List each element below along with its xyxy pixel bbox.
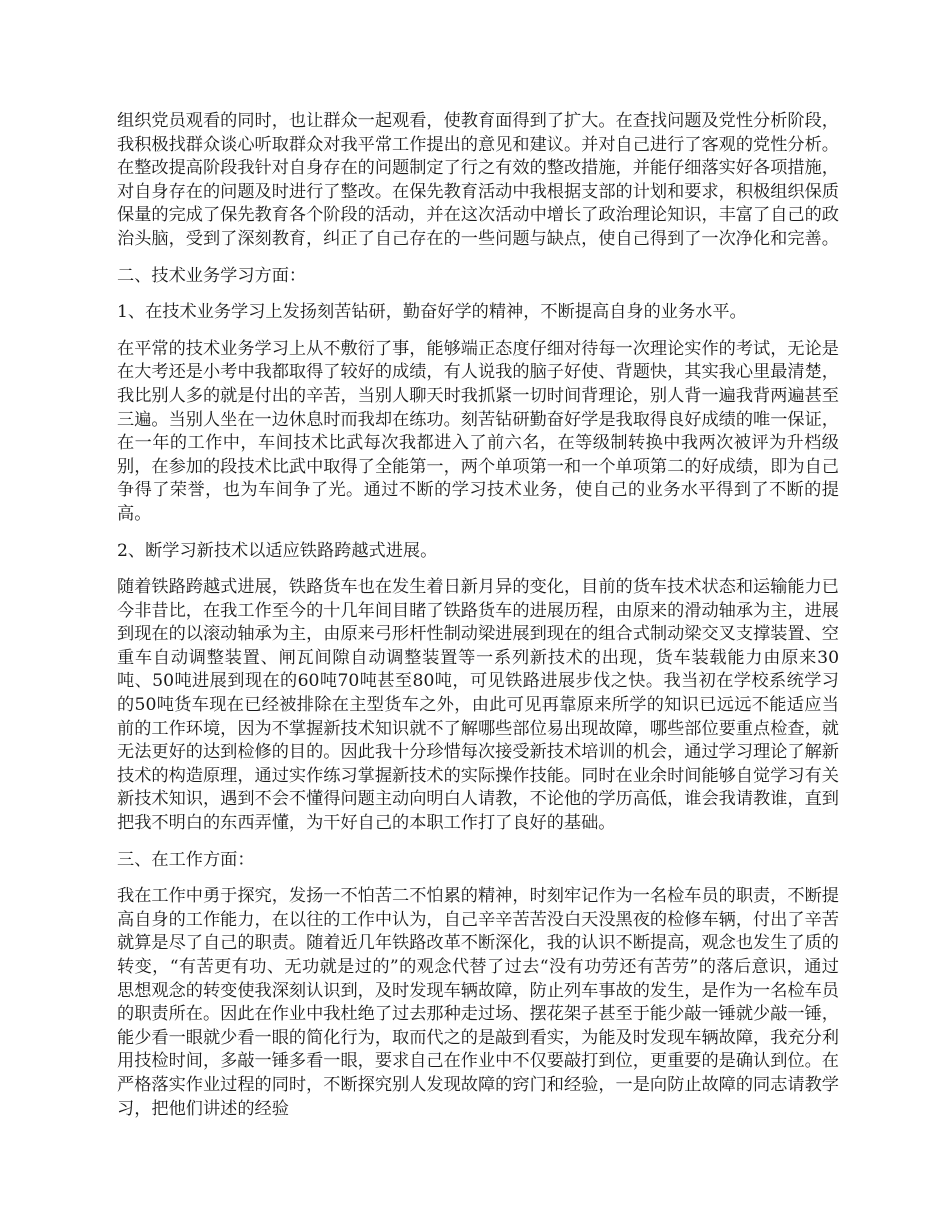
section-heading-work: 三、在工作方面：: [117, 849, 255, 870]
subheading-diligent-study: 1、在技术业务学习上发扬刻苦钻研，勤奋好学的精神，不断提高自身的业务水平。: [117, 302, 747, 323]
paragraph-technical-study: 在平常的技术业务学习上从不敷衍了事，能够端正态度仔细对待每一次理论实作的考试，无论是在大考还是小考中我都取得了较好的成绩，有人说我的脑子好使、背题快，其实我心里最清楚，我比别人多的就是付出的辛苦，当别人聊天时我抓紧一切时间背理论，别人背一遍我背两遍甚至三遍。当别人坐在一边休息时而我却在练功。刻苦钻研勤奋好学是我取得良好成绩的唯一保证，在一年的工作中，车间技术比武每次我都进入了前六名，在等级制转换中我两次被评为升档级别，在参加的段技术比武中取得了全能第一，两个单项第一和一个单项第二的好成绩，即为自己争得了荣誉，也为车间争了光。通过不断的学习技术业务，使自己的业务水平得到了不断的提高。: [117, 338, 839, 524]
section-heading-technical-study: 二、技术业务学习方面：: [117, 265, 307, 286]
subheading-new-technology: 2、断学习新技术以适应铁路跨越式进展。: [117, 540, 438, 561]
paragraph-party-education: 组织党员观看的同时，也让群众一起观看，使教育面得到了扩大。在查找问题及党性分析阶段，我积极找群众谈心听取群众对我平常工作提出的意见和建议。并对自己进行了客观的党性分析。在整改提高阶段我针对自身存在的问题制定了行之有效的整改措施，并能仔细落实好各项措施，对自身存在的问题及时进行了整改。在保先教育活动中我根据支部的计划和要求，积极组织保质保量的完成了保先教育各个阶段的活动，并在这次活动中增长了政治理论知识，丰富了自己的政治头脑，受到了深刻教育，纠正了自己存在的一些问题与缺点，使自己得到了一次净化和完善。: [117, 111, 839, 249]
paragraph-work-attitude: 我在工作中勇于探究，发扬一不怕苦二不怕累的精神，时刻牢记作为一名检车员的职责，不断提高自身的工作能力，在以往的工作中认为，自己辛辛苦苦没白天没黑夜的检修车辆，付出了辛苦就算是尽了自己的职责。随着近几年铁路改革不断深化，我的认识不断提高，观念也发生了质的转变，“有苦更有功、无功就是过的”的观念代替了过去“没有功劳还有苦劳”的落后意识，通过思想观念的转变使我深刻认识到，及时发现车辆故障，防止列车事故的发生，是作为一名检车员的职责所在。因此在作业中我杜绝了过去那种走过场、摆花架子甚至于能少敲一锤就少敲一锤，能少看一眼就少看一眼的简化行为，取而代之的是敲到看实，为能及时发现车辆故障，我充分利用技检时间，多敲一锤多看一眼，要求自己在作业中不仅要敲打到位，更重要的是确认到位。在严格落实作业过程的同时，不断探究别人发现故障的窍门和经验，一是向防止故障的同志请教学习，把他们讲述的经验: [117, 886, 839, 1119]
document-page: [117, 110, 839, 1134]
paragraph-railway-development: 随着铁路跨越式进展，铁路货车也在发生着日新月异的变化，目前的货车技术状态和运输能力已今非昔比，在我工作至今的十几年间目睹了铁路货车的进展历程，由原来的滑动轴承为主，进展到现在的以滚动轴承为主，由原来弓形杆性制动梁进展到现在的组合式制动梁交叉支撑装置、空重车自动调整装置、闸瓦间隙自动调整装置等一系列新技术的出现，货车装载能力由原来30吨、50吨进展到现在的60吨70吨甚至80吨，可见铁路进展步伐之快。我当初在学校系统学习的50吨货车现在已经被排除在主型货车之外，由此可见再靠原来所学的知识已远远不能适应当前的工作环境，因为不掌握新技术知识就不了解哪些部位易出现故障，哪些部位要重点检查，就无法更好的达到检修的目的。因此我十分珍惜每次接受新技术培训的机会，通过学习理论了解新技术的构造原理，通过实作练习掌握新技术的实际操作技能。同时在业余时间能够自觉学习有关新技术知识，遇到不会不懂得问题主动向明白人请教，不论他的学历高低，谁会我请教谁，直到把我不明白的东西弄懂，为干好自己的本职工作打了良好的基础。: [117, 577, 839, 834]
